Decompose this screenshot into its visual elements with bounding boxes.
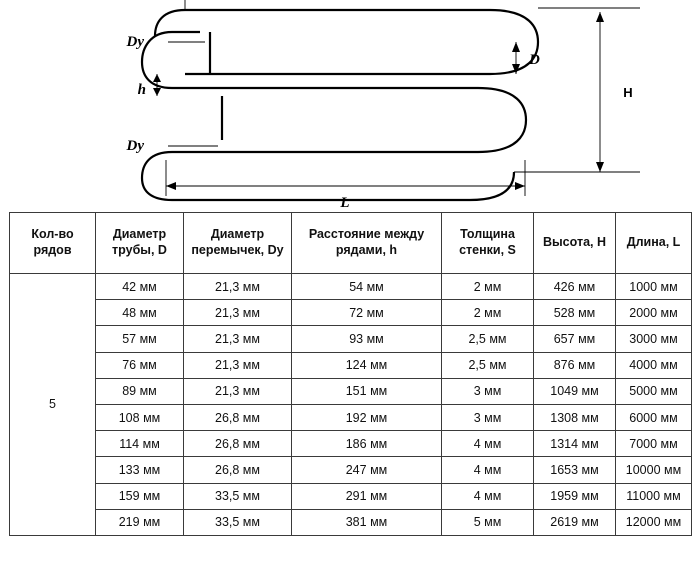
cell-pipe-diameter: 76 мм: [96, 352, 184, 378]
pipe-outline: [142, 10, 538, 200]
table-row: [10, 274, 692, 300]
cell-length: 2000 мм: [616, 300, 692, 326]
cell-length: 11000 мм: [616, 483, 692, 509]
cell-row-spacing: 72 мм: [292, 300, 442, 326]
label-h: h: [137, 82, 146, 98]
cell-length: 1000 мм: [616, 274, 692, 300]
register-pipe-diagram: [0, 0, 700, 212]
diagram-svg: [0, 0, 700, 212]
cell-wall-thickness: 4 мм: [442, 431, 534, 457]
cell-row-spacing: 192 мм: [292, 404, 442, 430]
cell-wall-thickness: 3 мм: [442, 378, 534, 404]
cell-height: 426 мм: [534, 274, 616, 300]
table-row: [10, 483, 692, 509]
cell-row-spacing: 54 мм: [292, 274, 442, 300]
cell-length: 7000 мм: [616, 431, 692, 457]
label-length: L: [340, 195, 350, 211]
cell-wall-thickness: 4 мм: [442, 457, 534, 483]
cell-pipe-diameter: 108 мм: [96, 404, 184, 430]
cell-length: 5000 мм: [616, 378, 692, 404]
table-header-row: [10, 213, 692, 274]
cell-height: 1653 мм: [534, 457, 616, 483]
table-row: [10, 378, 692, 404]
cell-bridge-diameter: 21,3 мм: [184, 326, 292, 352]
cell-wall-thickness: 4 мм: [442, 483, 534, 509]
cell-row-spacing: 124 мм: [292, 352, 442, 378]
cell-pipe-diameter: 133 мм: [96, 457, 184, 483]
header-wall-thickness: Толщина стенки, S: [442, 213, 534, 274]
label-dy-top: Dy: [126, 34, 144, 50]
cell-height: 1308 мм: [534, 404, 616, 430]
cell-pipe-diameter: 89 мм: [96, 378, 184, 404]
specs-table: [9, 212, 692, 536]
table-row: [10, 326, 692, 352]
header-height: Высота, H: [534, 213, 616, 274]
table-row: [10, 404, 692, 430]
cell-height: 657 мм: [534, 326, 616, 352]
cell-pipe-diameter: 114 мм: [96, 431, 184, 457]
label-dy-bottom: Dy: [126, 138, 144, 154]
table-row: [10, 352, 692, 378]
cell-wall-thickness: 2,5 мм: [442, 352, 534, 378]
cell-length: 10000 мм: [616, 457, 692, 483]
table-row: [10, 457, 692, 483]
cell-bridge-diameter: 33,5 мм: [184, 509, 292, 535]
cell-length: 6000 мм: [616, 404, 692, 430]
cell-length: 4000 мм: [616, 352, 692, 378]
cell-bridge-diameter: 21,3 мм: [184, 378, 292, 404]
cell-pipe-diameter: 48 мм: [96, 300, 184, 326]
cell-bridge-diameter: 26,8 мм: [184, 431, 292, 457]
cell-bridge-diameter: 21,3 мм: [184, 300, 292, 326]
table-row: [10, 509, 692, 535]
cell-pipe-diameter: 42 мм: [96, 274, 184, 300]
cell-height: 1049 мм: [534, 378, 616, 404]
header-row-spacing: Расстояние между рядами, h: [292, 213, 442, 274]
cell-height: 876 мм: [534, 352, 616, 378]
cell-pipe-diameter: 57 мм: [96, 326, 184, 352]
table-row: [10, 300, 692, 326]
cell-wall-thickness: 2,5 мм: [442, 326, 534, 352]
cell-bridge-diameter: 26,8 мм: [184, 404, 292, 430]
header-bridge-diameter: Диаметр перемычек, Dy: [184, 213, 292, 274]
cell-wall-thickness: 2 мм: [442, 274, 534, 300]
cell-height: 1314 мм: [534, 431, 616, 457]
cell-length: 3000 мм: [616, 326, 692, 352]
cell-length: 12000 мм: [616, 509, 692, 535]
cell-row-spacing: 93 мм: [292, 326, 442, 352]
cell-bridge-diameter: 21,3 мм: [184, 274, 292, 300]
cell-row-spacing: 247 мм: [292, 457, 442, 483]
cell-height: 2619 мм: [534, 509, 616, 535]
cell-bridge-diameter: 26,8 мм: [184, 457, 292, 483]
cell-height: 1959 мм: [534, 483, 616, 509]
header-length: Длина, L: [616, 213, 692, 274]
dimension-arrows: [153, 12, 604, 190]
cell-height: 528 мм: [534, 300, 616, 326]
cell-bridge-diameter: 21,3 мм: [184, 352, 292, 378]
cell-pipe-diameter: 219 мм: [96, 509, 184, 535]
cell-pipe-diameter: 159 мм: [96, 483, 184, 509]
cell-row-spacing: 151 мм: [292, 378, 442, 404]
cell-rows-count: 5: [10, 274, 96, 536]
label-d: D: [529, 52, 540, 68]
cell-wall-thickness: 5 мм: [442, 509, 534, 535]
header-pipe-diameter: Диаметр трубы, D: [96, 213, 184, 274]
cell-wall-thickness: 2 мм: [442, 300, 534, 326]
label-height: H: [623, 85, 633, 100]
table-row: [10, 431, 692, 457]
cell-row-spacing: 186 мм: [292, 431, 442, 457]
header-rows-count: Кол-во рядов: [10, 213, 96, 274]
dimension-lines: [157, 0, 640, 196]
cell-row-spacing: 291 мм: [292, 483, 442, 509]
cell-row-spacing: 381 мм: [292, 509, 442, 535]
cell-bridge-diameter: 33,5 мм: [184, 483, 292, 509]
cell-wall-thickness: 3 мм: [442, 404, 534, 430]
